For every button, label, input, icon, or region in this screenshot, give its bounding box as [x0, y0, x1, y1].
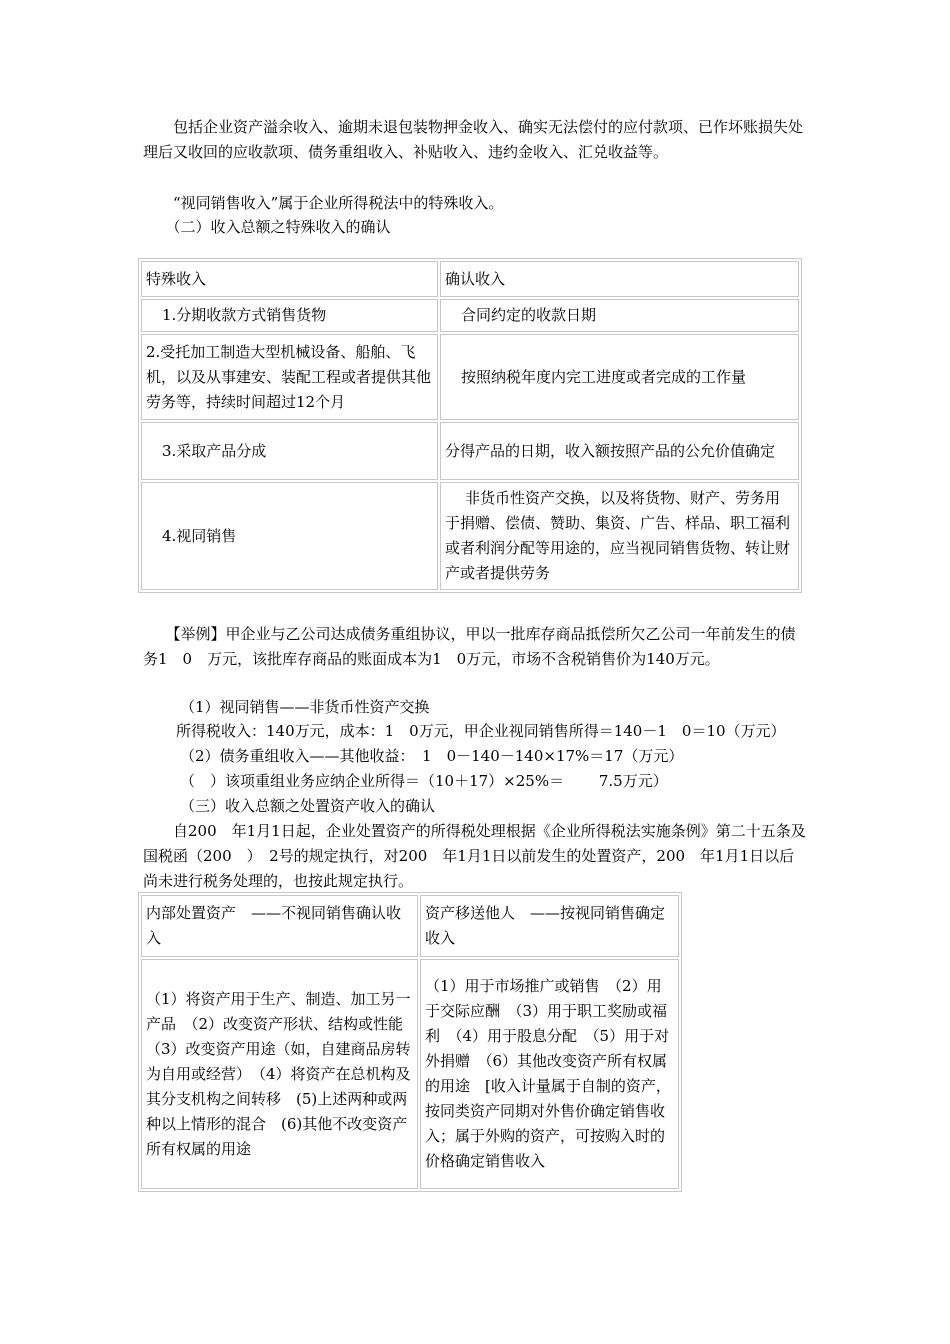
section-heading-special-income: （二）收入总额之特殊收入的确认	[143, 218, 391, 236]
table-cell: 3.采取产品分成	[141, 422, 438, 480]
example-intro: 【举例】甲企业与乙公司达成债务重组协议，甲以一批库存商品抵偿所欠乙公司一年前发生的债务1 0 万元，该批库存商品的账面成本为1 0万元，市场不含税销售价为140万元。	[143, 625, 796, 668]
table-cell: 合同约定的收款日期	[440, 299, 799, 332]
table-cell: （1）用于市场推广或销售 （2）用于交际应酬 （3）用于职工奖励或福利 （4）用于股息分配 （5）用于对外捐赠 （6）其他改变资产所有权属的用途 [收入计量属于自制的资产，按同类资产同期对外售价确定销售收入；属于外购的资产，可按购入时的价格确定销售收入	[420, 959, 679, 1189]
example-line-2: 所得税收入：140万元，成本：1 0万元，甲企业视同销售所得＝140－1 0＝10（万元）	[176, 722, 786, 740]
table-row	[141, 482, 799, 590]
table-header-cell: 资产移送他人 ——按视同销售确定收入	[420, 895, 679, 957]
section-heading-disposal: （三）收入总额之处置资产收入的确认	[180, 797, 436, 815]
table-row	[141, 299, 799, 332]
table-cell: 2.受托加工制造大型机械设备、船舶、飞机，以及从事建安、装配工程或者提供其他劳务等，持续时间超过12个月	[141, 334, 438, 420]
table-header-row	[141, 895, 679, 957]
table-header-cell: 特殊收入	[141, 261, 438, 297]
example-line-3: （2）债务重组收入——其他收益： 1 0－140－140×17%＝17（万元）	[180, 747, 684, 765]
table-row	[141, 422, 799, 480]
table-row	[141, 959, 679, 1189]
paragraph-income-items: 包括企业资产溢余收入、逾期未退包装物押金收入、确实无法偿付的应付款项、已作坏账损失处理后又收回的应收款项、债务重组收入、补贴收入、违约金收入、汇兑收益等。	[143, 118, 804, 161]
table-cell: 按照纳税年度内完工进度或者完成的工作量	[440, 334, 799, 420]
example-line-4: （ ）该项重组业务应纳企业所得＝（10＋17）×25%＝ 7.5万元）	[180, 772, 668, 790]
table-cell: 非货币性资产交换，以及将货物、财产、劳务用于捐赠、偿债、赞助、集资、广告、样品、职工福利或者利润分配等用途的，应当视同销售货物、转让财产或者提供劳务	[440, 482, 799, 590]
table-cell: 1.分期收款方式销售货物	[141, 299, 438, 332]
table-header-cell: 内部处置资产 ——不视同销售确认收入	[141, 895, 418, 957]
asset-disposal-table	[138, 892, 682, 1192]
special-income-table	[138, 258, 802, 593]
table-row	[141, 334, 799, 420]
table-cell: （1）将资产用于生产、制造、加工另一产品 （2）改变资产形状、结构或性能 （3）改变资产用途（如，自建商品房转为自用或经营） （4）将资产在总机构及其分支机构之间转移 (5)上述两种或两种以上情形的混合 (6)其他不改变资产所有权属的用途	[141, 959, 418, 1189]
table-cell: 4.视同销售	[141, 482, 438, 590]
paragraph-disposal-rule: 自200 年1月1日起，企业处置资产的所得税处理根据《企业所得税法实施条例》第二十五条及国税函（200 ） 2号的规定执行，对200 年1月1日以前发生的处置资产，200 年1月1日以后尚未进行税务处理的，也按此规定执行。	[143, 822, 806, 890]
table-header-cell: 确认收入	[440, 261, 799, 297]
paragraph-deemed-sales: “视同销售收入”属于企业所得税法中的特殊收入。	[143, 194, 504, 212]
table-cell: 分得产品的日期，收入额按照产品的公允价值确定	[440, 422, 799, 480]
table-header-row	[141, 261, 799, 297]
example-line-1: （1）视同销售——非货币性资产交换	[180, 698, 430, 716]
